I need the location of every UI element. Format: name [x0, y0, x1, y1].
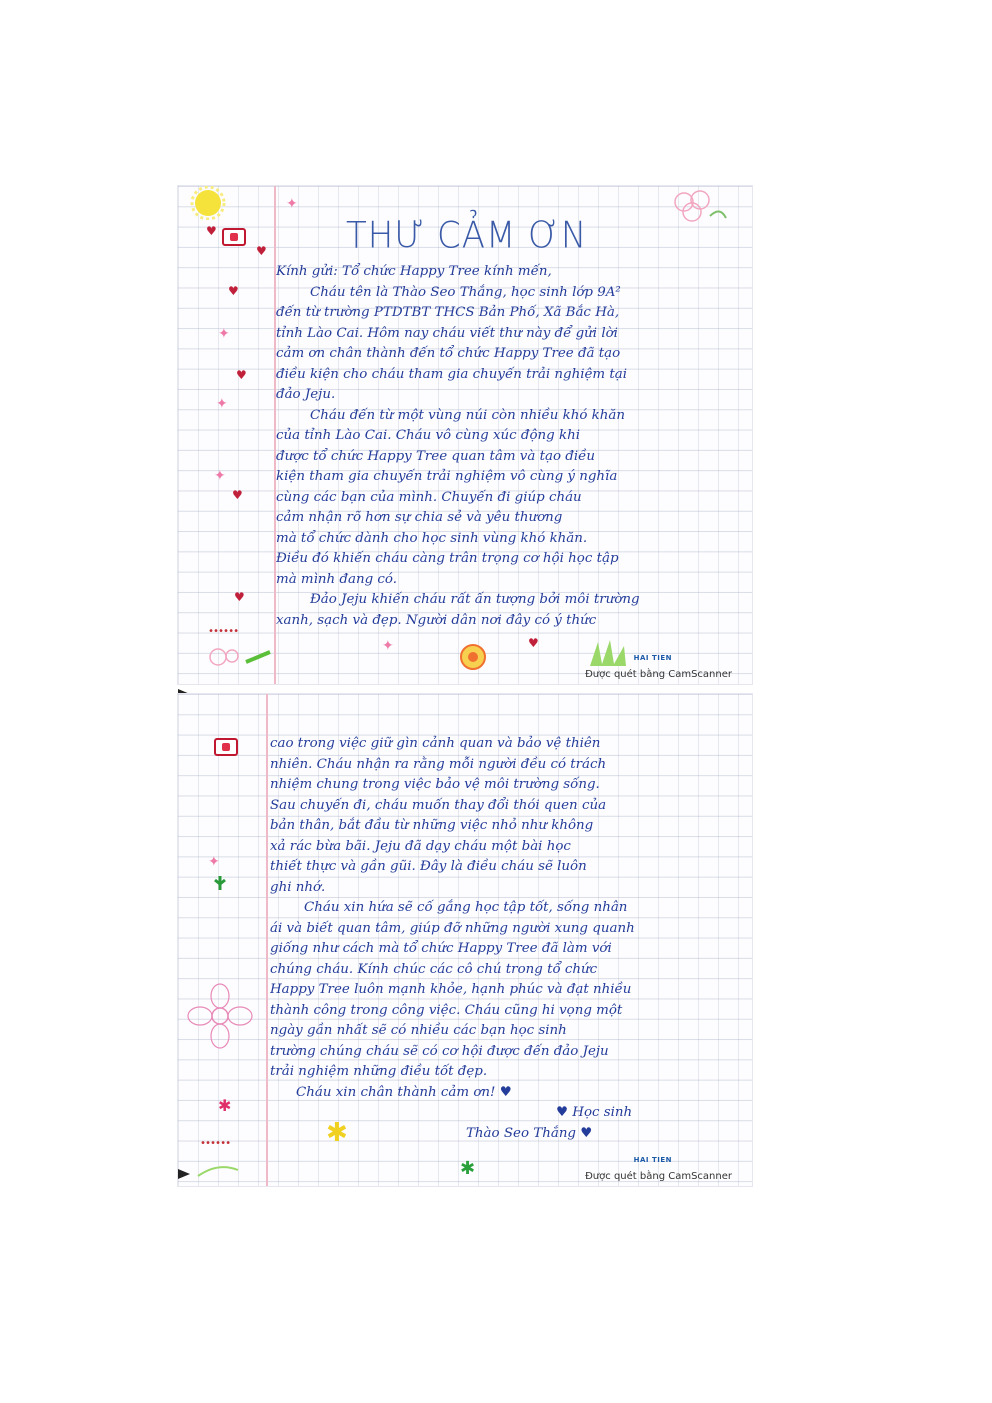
flower-icon — [446, 642, 500, 672]
letter-line: tỉnh Lào Cai. Hôm nay cháu viết thư này để gửi lời — [276, 325, 618, 341]
heart-icon: ♥ — [256, 244, 267, 258]
heart-icon: ♥ — [228, 284, 239, 298]
letter-line: đảo Jeju. — [276, 387, 336, 402]
sun-icon — [184, 186, 232, 220]
star-icon: ✱ — [218, 1096, 232, 1115]
tv-sticker-icon — [214, 738, 238, 756]
star-icon: ✱ — [460, 1158, 476, 1179]
letter-line: chúng cháu. Kính chúc các cô chú trong tổ chức — [270, 961, 598, 977]
letter-line: cảm ơn chân thành đến tổ chức Happy Tree đã tạo — [276, 346, 621, 361]
letter-body-page-1 — [276, 214, 734, 631]
star-icon: ✱ — [326, 1118, 348, 1148]
scanner-watermark: Được quét bằng CamScanner — [585, 669, 732, 680]
letter-line: được tổ chức Happy Tree quan tâm và tạo điều — [276, 448, 595, 464]
greeting-line: Kính gửi: Tổ chức Happy Tree kính mến, — [276, 264, 552, 279]
letter-line: Sau chuyến đi, cháu muốn thay đổi thói quen của — [270, 797, 607, 813]
heart-icon: ♥ — [528, 636, 539, 650]
letter-line: nhiên. Cháu nhận ra rằng mỗi người đều có trách — [270, 756, 607, 772]
letter-line: nhiệm chung trong việc bảo vệ môi trường sống. — [270, 777, 600, 792]
letter-line: mà mình đang có. — [276, 571, 398, 587]
letter-line: bản thân, bắt đầu từ những việc nhỏ như không — [270, 818, 594, 833]
letter-body-page-2 — [270, 734, 734, 1144]
letter-line: Cháu xin hứa sẽ cố gắng học tập tốt, sống nhân — [304, 900, 628, 915]
sparkle-icon: ✦ — [216, 396, 228, 412]
letter-line: cùng các bạn của mình. Chuyến đi giúp cháu — [276, 489, 582, 505]
letter-title: THƯ CẢM ƠN — [346, 214, 588, 258]
heart-icon: ♥ — [206, 224, 217, 238]
letter-page-2 — [178, 694, 752, 1186]
letter-line: trường chúng cháu sẽ có cơ hội được đến đảo Jeju — [270, 1043, 609, 1059]
flower-icon — [184, 980, 264, 1056]
sparkle-icon: ✦ — [208, 854, 220, 870]
page-margin-line — [266, 694, 268, 1186]
flower-icon — [198, 642, 278, 672]
sparkle-icon: ✦ — [286, 196, 298, 212]
letter-line: kiện tham gia chuyến trải nghiệm vô cùng ý nghĩa — [276, 469, 618, 484]
signature-role: ♥ Học sinh — [556, 1105, 633, 1120]
letter-line: Cháu đến từ một vùng núi còn nhiều khó khăn — [310, 407, 626, 423]
letter-line: thiết thực và gần gũi. Đây là điều cháu sẽ luôn — [270, 859, 587, 874]
sparkle-icon: ✦ — [218, 326, 230, 342]
letter-page-1 — [178, 186, 752, 684]
letter-line: giống như cách mà tổ chức Happy Tree đã làm với — [270, 941, 612, 956]
signature-name: Thào Seo Thắng ♥ — [466, 1125, 593, 1141]
heart-icon: ♥ — [232, 488, 243, 502]
sparkle-icon: ✦ — [382, 638, 394, 654]
stamp-label: HAI TIEN — [633, 654, 672, 662]
heart-icon: ♥ — [236, 368, 247, 382]
letter-line: điều kiện cho cháu tham gia chuyến trải nghiệm tại — [276, 366, 628, 382]
letter-line: Happy Tree luôn mạnh khỏe, hạnh phúc và đạt nhiều — [270, 982, 632, 997]
dots-icon: •••••• — [200, 1138, 231, 1149]
letter-line: của tỉnh Lào Cai. Cháu vô cùng xúc động khi — [276, 428, 580, 443]
letter-line: ghi nhớ. — [270, 879, 326, 895]
dots-icon: •••••• — [208, 626, 239, 637]
letter-line: Đảo Jeju khiến cháu rất ấn tượng bởi môi trường — [310, 592, 640, 607]
grass-icon — [194, 1156, 254, 1180]
letter-line: xả rác bừa bãi. Jeju đã dạy cháu một bài học — [270, 838, 571, 854]
letter-line: Cháu tên là Thào Seo Thắng, học sinh lớp 9A² — [310, 284, 621, 300]
arrow-icon — [178, 1169, 190, 1179]
letter-line: ái và biết quan tâm, giúp đỡ những người xung quanh — [270, 920, 635, 936]
leaf-icon — [212, 874, 228, 892]
letter-line: cảm nhận rõ hơn sự chia sẻ và yêu thương — [276, 510, 563, 525]
letter-line: cao trong việc giữ gìn cảnh quan và bảo vệ thiên — [270, 736, 601, 751]
heart-icon: ♥ — [234, 590, 245, 604]
grass-icon — [584, 636, 634, 670]
letter-line: Điều đó khiến cháu càng trân trọng cơ hội học tập — [276, 551, 619, 566]
closing-line: Cháu xin chân thành cảm ơn! ♥ — [296, 1084, 512, 1100]
letter-line: ngày gần nhất sẽ có nhiều các bạn học sinh — [270, 1023, 567, 1038]
letter-line: xanh, sạch và đẹp. Người dân nơi đây có ý thức — [276, 612, 597, 628]
tv-sticker-icon — [222, 228, 246, 246]
letter-line: mà tổ chức dành cho học sinh vùng khó khăn. — [276, 530, 588, 546]
letter-line: đến từ trường PTDTBT THCS Bản Phố, Xã Bắc Hà, — [276, 305, 620, 320]
stamp-label: HAI TIEN — [633, 1156, 672, 1164]
letter-line: trải nghiệm những điều tốt đẹp. — [270, 1064, 488, 1079]
scanner-watermark: Được quét bằng CamScanner — [585, 1171, 732, 1182]
letter-line: thành công trong công việc. Cháu cũng hi vọng một — [270, 1002, 623, 1018]
sparkle-icon: ✦ — [214, 468, 226, 484]
